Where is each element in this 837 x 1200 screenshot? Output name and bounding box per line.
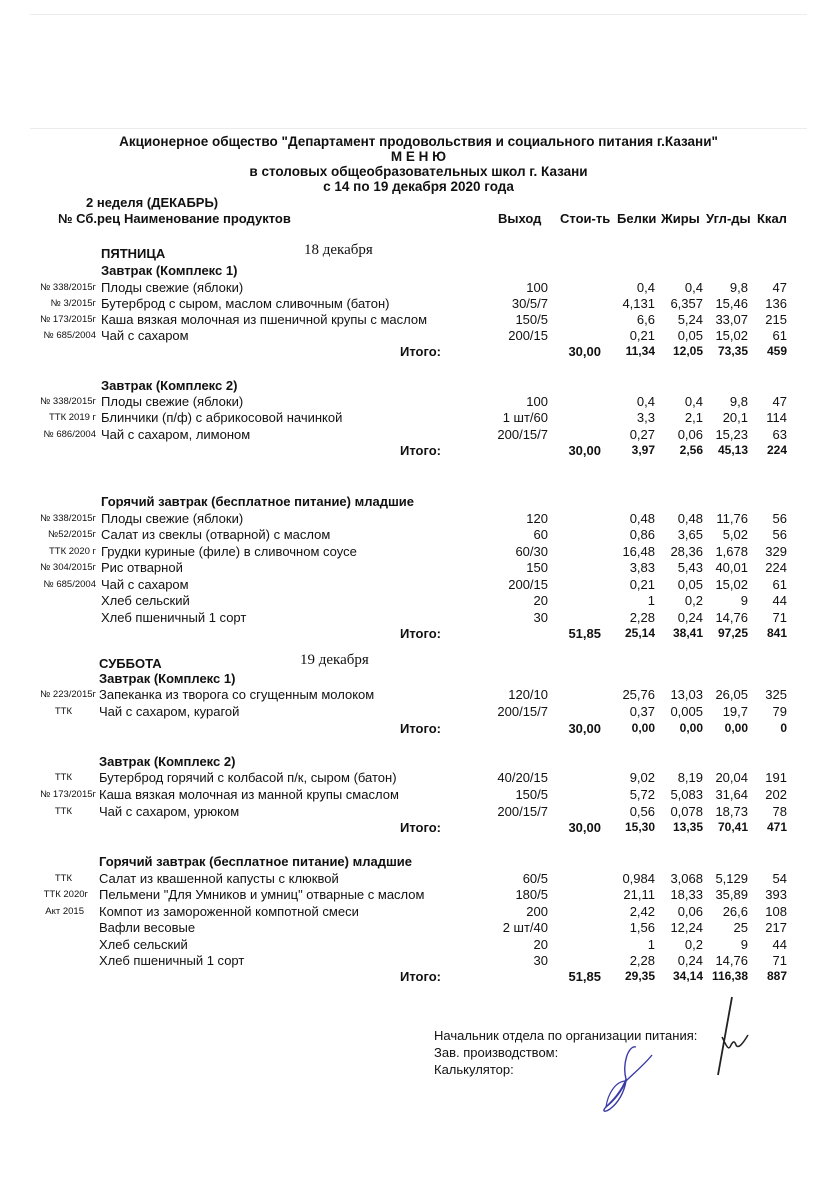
protein: 25,14: [624, 626, 655, 640]
section-title: Завтрак (Комплекс 1): [101, 263, 238, 278]
recipe-ref: ТТК: [54, 806, 72, 817]
total-row: [0, 820, 837, 837]
recipe-ref: № 338/2015г: [40, 396, 96, 407]
dish-name: Хлеб сельский: [101, 593, 190, 608]
dish-name: Плоды свежие (яблоки): [101, 511, 244, 526]
protein: 0,00: [631, 721, 655, 735]
fat: 0,078: [670, 804, 703, 819]
protein: 6,6: [636, 312, 655, 327]
carbs: 45,13: [717, 443, 748, 457]
carbs: 26,05: [715, 687, 748, 702]
carbs: 0,00: [724, 721, 748, 735]
kcal: 329: [765, 544, 787, 559]
fat: 13,35: [672, 820, 703, 834]
dish-name: Бутерброд горячий с колбасой п/к, сыром (батон): [99, 770, 397, 785]
menu-row: [0, 704, 837, 721]
total-row: [0, 969, 837, 986]
dish-name: Чай с сахаром, урюком: [99, 804, 240, 819]
menu-row: [0, 394, 837, 411]
protein: 0,37: [629, 704, 655, 719]
section-title: Горячий завтрак (бесплатное питание) младшие: [99, 854, 413, 869]
yield: 1 шт/60: [502, 410, 548, 425]
menu-row: [0, 511, 837, 528]
fat: 3,068: [670, 871, 703, 886]
fat: 6,357: [670, 296, 703, 311]
fat: 5,24: [677, 312, 703, 327]
total-row: [0, 443, 837, 460]
fat: 0,005: [670, 704, 703, 719]
kcal: 887: [766, 969, 787, 983]
menu-row: [0, 610, 837, 627]
protein: 2,28: [629, 610, 655, 625]
fat: 0,05: [677, 328, 703, 343]
recipe-ref: ТТК 2020г: [43, 889, 88, 900]
dish-name: Хлеб пшеничный 1 сорт: [99, 953, 245, 968]
dish-name: Рис отварной: [101, 560, 183, 575]
yield: 2 шт/40: [502, 920, 548, 935]
yield: 40/20/15: [497, 770, 548, 785]
yield: 150/5: [515, 312, 548, 327]
yield: 150: [526, 560, 548, 575]
kcal: 61: [772, 328, 787, 343]
total-row: [0, 626, 837, 643]
menu-row: [0, 787, 837, 804]
kcal: 71: [772, 610, 787, 625]
yield: 180/5: [515, 887, 548, 902]
yield: 20: [533, 593, 548, 608]
recipe-ref: Акт 2015: [45, 906, 84, 917]
yield: 200/15/7: [497, 427, 548, 442]
carbs: 11,76: [716, 511, 748, 526]
menu-row: [0, 804, 837, 821]
total-label: Итого:: [400, 721, 441, 736]
total-row: [0, 721, 837, 738]
protein: 21,11: [623, 887, 655, 902]
carbs: 15,23: [715, 427, 748, 442]
kcal: 191: [765, 770, 787, 785]
fat: 5,43: [677, 560, 703, 575]
carbs: 20,04: [715, 770, 748, 785]
day-date: 19 декабря: [300, 652, 369, 668]
kcal: 841: [766, 626, 787, 640]
menu-row: [0, 544, 837, 561]
yield: 150/5: [515, 787, 548, 802]
yield: 100: [526, 394, 548, 409]
dish-name: Каша вязкая молочная из манной крупы смаслом: [99, 787, 399, 802]
protein: 4,131: [622, 296, 655, 311]
kcal: 71: [772, 953, 787, 968]
dish-name: Компот из замороженной компотной смеси: [99, 904, 359, 919]
recipe-ref: № 685/2004: [43, 330, 96, 341]
fat: 12,24: [670, 920, 703, 935]
fat: 28,36: [670, 544, 703, 559]
signature-head-label: Начальник отдела по организации питания:: [434, 1028, 698, 1043]
recipe-ref: ТТК: [54, 706, 72, 717]
yield: 30: [533, 953, 548, 968]
kcal: 56: [772, 527, 787, 542]
protein: 16,48: [622, 544, 655, 559]
menu-row: [0, 953, 837, 970]
yield: 60: [533, 527, 548, 542]
carbs: 73,35: [717, 344, 748, 358]
menu-subtitle: в столовых общеобразовательных школ г. Казани: [249, 164, 588, 179]
kcal: 78: [772, 804, 787, 819]
total-label: Итого:: [400, 969, 441, 984]
kcal: 54: [772, 871, 787, 886]
menu-row: [0, 687, 837, 704]
protein: 3,83: [629, 560, 655, 575]
dish-name: Бутерброд с сыром, маслом сливочным (батон): [101, 296, 390, 311]
menu-row: [0, 920, 837, 937]
dish-name: Хлеб сельский: [99, 937, 188, 952]
carbs: 9: [740, 937, 748, 952]
dish-name: Пельмени "Для Умников и умниц" отварные с маслом: [99, 887, 425, 902]
recipe-ref: № 686/2004: [43, 429, 96, 440]
kcal: 108: [765, 904, 787, 919]
total-label: Итого:: [400, 443, 441, 458]
carbs: 116,38: [711, 969, 748, 983]
yield: 30/5/7: [511, 296, 548, 311]
carbs: 9,8: [729, 280, 748, 295]
section-title: Завтрак (Комплекс 2): [99, 754, 236, 769]
protein: 11,34: [625, 344, 655, 358]
kcal: 459: [766, 344, 787, 358]
dish-name: Хлеб пшеничный 1 сорт: [101, 610, 247, 625]
menu-row: [0, 427, 837, 444]
dish-name: Чай с сахаром, лимоном: [101, 427, 251, 442]
carbs: 15,46: [715, 296, 748, 311]
kcal: 47: [772, 394, 787, 409]
carbs: 9,8: [729, 394, 748, 409]
carbs: 9: [740, 593, 748, 608]
yield: 120: [526, 511, 548, 526]
fat: 0,2: [684, 937, 703, 952]
cost: 30,00: [568, 820, 601, 835]
menu-row: [0, 312, 837, 329]
carbs: 20,1: [722, 410, 748, 425]
menu-row: [0, 770, 837, 787]
signature-production-label: Зав. производством:: [434, 1045, 559, 1060]
dish-name: Чай с сахаром: [101, 577, 189, 592]
fat: 0,06: [677, 427, 703, 442]
yield: 20: [533, 937, 548, 952]
yield: 200/15: [508, 577, 548, 592]
yield: 120/10: [508, 687, 548, 702]
fat: 8,19: [677, 770, 703, 785]
recipe-ref: № 223/2015г: [40, 689, 96, 700]
dish-name: Плоды свежие (яблоки): [101, 394, 244, 409]
kcal: 325: [765, 687, 787, 702]
carbs: 40,01: [715, 560, 748, 575]
protein: 0,984: [622, 871, 655, 886]
kcal: 202: [765, 787, 787, 802]
column-header-fat: Жиры: [661, 211, 700, 226]
fat: 0,05: [677, 577, 703, 592]
day-date: 18 декабря: [304, 242, 373, 258]
column-header-kcal: Ккал: [757, 211, 787, 226]
kcal: 215: [765, 312, 787, 327]
kcal: 63: [772, 427, 787, 442]
total-label: Итого:: [400, 626, 441, 641]
organization-title: Акционерное общество "Департамент продовольствия и социального питания г.Казани": [119, 134, 718, 149]
dish-name: Чай с сахаром: [101, 328, 189, 343]
protein: 1: [647, 593, 655, 608]
carbs: 14,76: [715, 610, 748, 625]
protein: 0,21: [629, 577, 655, 592]
fat: 18,33: [670, 887, 703, 902]
protein: 5,72: [629, 787, 655, 802]
protein: 0,21: [629, 328, 655, 343]
menu-row: [0, 328, 837, 345]
menu-row: [0, 577, 837, 594]
protein: 0,27: [629, 427, 655, 442]
kcal: 79: [772, 704, 787, 719]
fat: 34,14: [672, 969, 703, 983]
fat: 0,2: [684, 593, 703, 608]
protein: 1: [647, 937, 655, 952]
signature-calculator-label: Калькулятор:: [434, 1062, 514, 1077]
kcal: 44: [772, 937, 787, 952]
dish-name: Салат из свеклы (отварной) с маслом: [101, 527, 331, 542]
day-title: СУББОТА: [99, 656, 162, 671]
fat: 0,24: [677, 610, 703, 625]
recipe-ref: № 173/2015г: [40, 314, 96, 325]
dish-name: Салат из квашенной капусты с клюквой: [99, 871, 339, 886]
fat: 0,24: [677, 953, 703, 968]
protein: 3,3: [636, 410, 655, 425]
dish-name: Каша вязкая молочная из пшеничной крупы с маслом: [101, 312, 428, 327]
protein: 2,42: [629, 904, 655, 919]
kcal: 136: [765, 296, 787, 311]
menu-row: [0, 296, 837, 313]
protein: 3,97: [631, 443, 655, 457]
dish-name: Вафли весовые: [99, 920, 196, 935]
menu-row: [0, 887, 837, 904]
yield: 200: [526, 904, 548, 919]
signature-black-icon: [712, 995, 762, 1085]
dish-name: Чай с сахаром, курагой: [99, 704, 240, 719]
cost: 30,00: [568, 721, 601, 736]
recipe-ref: № 304/2015г: [40, 562, 96, 573]
fat: 0,4: [684, 280, 703, 295]
dish-name: Запеканка из творога со сгущенным молоком: [99, 687, 375, 702]
recipe-ref: ТТК: [54, 873, 72, 884]
fat: 3,65: [677, 527, 703, 542]
yield: 200/15/7: [497, 804, 548, 819]
protein: 29,35: [624, 969, 655, 983]
protein: 1,56: [629, 920, 655, 935]
signature-blue-icon: [600, 1045, 660, 1115]
yield: 30: [533, 610, 548, 625]
menu-row: [0, 560, 837, 577]
cost: 30,00: [568, 344, 601, 359]
carbs: 35,89: [715, 887, 748, 902]
carbs: 25: [733, 920, 748, 935]
carbs: 15,02: [715, 577, 748, 592]
carbs: 31,64: [715, 787, 748, 802]
kcal: 47: [772, 280, 787, 295]
fat: 0,4: [684, 394, 703, 409]
recipe-ref: № 3/2015г: [50, 298, 96, 309]
kcal: 0: [780, 721, 787, 735]
protein: 9,02: [629, 770, 655, 785]
section-title: Завтрак (Комплекс 2): [101, 378, 238, 393]
cost: 30,00: [568, 443, 601, 458]
column-header-ref: № Сб.рец: [58, 211, 121, 226]
section-title: Горячий завтрак (бесплатное питание) младшие: [101, 494, 415, 509]
protein: 0,4: [636, 280, 655, 295]
yield: 200/15/7: [497, 704, 548, 719]
fat: 2,56: [679, 443, 703, 457]
fat: 0,48: [677, 511, 703, 526]
kcal: 224: [765, 560, 787, 575]
yield: 60/30: [515, 544, 548, 559]
carbs: 97,25: [717, 626, 748, 640]
total-row: [0, 344, 837, 361]
menu-row: [0, 937, 837, 954]
fat: 5,083: [670, 787, 703, 802]
recipe-ref: ТТК 2019 г: [48, 412, 96, 423]
kcal: 393: [765, 887, 787, 902]
week-label: 2 неделя (ДЕКАБРЬ): [86, 195, 219, 210]
menu-row: [0, 593, 837, 610]
fat: 12,05: [672, 344, 703, 358]
recipe-ref: № 685/2004: [43, 579, 96, 590]
yield: 100: [526, 280, 548, 295]
recipe-ref: № 338/2015г: [40, 282, 96, 293]
carbs: 15,02: [715, 328, 748, 343]
dish-name: Плоды свежие (яблоки): [101, 280, 244, 295]
recipe-ref: № 173/2015г: [40, 789, 96, 800]
protein: 0,56: [629, 804, 655, 819]
menu-title: М Е Н Ю: [390, 149, 447, 164]
protein: 0,86: [629, 527, 655, 542]
cost: 51,85: [568, 969, 601, 984]
menu-row: [0, 871, 837, 888]
protein: 25,76: [622, 687, 655, 702]
dish-name: Грудки куриные (филе) в сливочном соусе: [101, 544, 357, 559]
carbs: 5,02: [722, 527, 748, 542]
column-header-name: Наименование продуктов: [124, 211, 291, 226]
total-label: Итого:: [400, 344, 441, 359]
protein: 0,48: [629, 511, 655, 526]
recipe-ref: ТТК 2020 г: [48, 546, 96, 557]
fat: 13,03: [670, 687, 703, 702]
protein: 2,28: [629, 953, 655, 968]
column-header-protein: Белки: [617, 211, 657, 226]
column-header-cost: Стои-ть: [560, 211, 611, 226]
kcal: 61: [772, 577, 787, 592]
recipe-ref: №52/2015г: [48, 529, 96, 540]
menu-period: с 14 по 19 декабря 2020 года: [323, 179, 514, 194]
column-header-yield: Выход: [498, 211, 542, 226]
carbs: 14,76: [715, 953, 748, 968]
fat: 2,1: [684, 410, 703, 425]
kcal: 471: [766, 820, 787, 834]
protein: 0,4: [636, 394, 655, 409]
recipe-ref: ТТК: [54, 772, 72, 783]
section-title: Завтрак (Комплекс 1): [99, 671, 236, 686]
carbs: 26,6: [722, 904, 748, 919]
yield: 200/15: [508, 328, 548, 343]
kcal: 44: [772, 593, 787, 608]
carbs: 5,129: [715, 871, 748, 886]
recipe-ref: № 338/2015г: [40, 513, 96, 524]
menu-row: [0, 527, 837, 544]
total-label: Итого:: [400, 820, 441, 835]
fat: 0,00: [679, 721, 703, 735]
carbs: 19,7: [722, 704, 748, 719]
yield: 60/5: [522, 871, 548, 886]
menu-row: [0, 280, 837, 297]
kcal: 114: [766, 410, 787, 425]
carbs: 1,678: [715, 544, 748, 559]
carbs: 33,07: [715, 312, 748, 327]
column-header-carbs: Угл-ды: [706, 211, 751, 226]
menu-row: [0, 904, 837, 921]
carbs: 18,73: [715, 804, 748, 819]
menu-row: [0, 410, 837, 427]
carbs: 70,41: [717, 820, 748, 834]
cost: 51,85: [568, 626, 601, 641]
kcal: 56: [772, 511, 787, 526]
fat: 38,41: [672, 626, 703, 640]
kcal: 217: [765, 920, 787, 935]
kcal: 224: [766, 443, 787, 457]
day-title: ПЯТНИЦА: [101, 246, 166, 261]
protein: 15,30: [624, 820, 655, 834]
dish-name: Блинчики (п/ф) с абрикосовой начинкой: [101, 410, 343, 425]
fat: 0,06: [677, 904, 703, 919]
